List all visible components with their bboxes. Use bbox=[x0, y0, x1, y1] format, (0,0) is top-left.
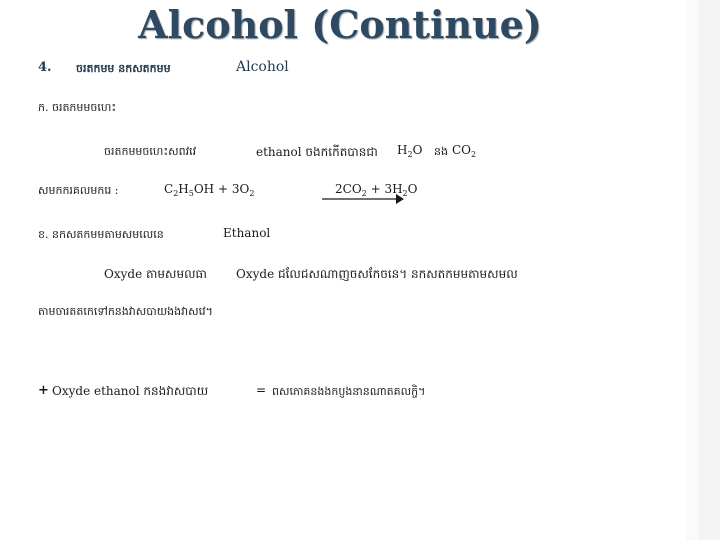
bullet-marker: + bbox=[38, 383, 49, 398]
products bbox=[335, 182, 417, 198]
slide-title: Alcohol (Continue) bbox=[138, 2, 542, 47]
bullet-text: Oxyde ethanol កនងវាសបាយ bbox=[52, 384, 209, 398]
water-o: O bbox=[412, 143, 423, 157]
heading-khmer: ចរតកមម នកសតកមម bbox=[76, 62, 171, 75]
reactants bbox=[164, 182, 254, 198]
product-co: 2CO bbox=[335, 182, 362, 196]
oxyde-line-left: Oxyde តាមសមលធា bbox=[104, 267, 207, 281]
heading-term: Alcohol bbox=[236, 59, 289, 75]
bullet-equals: = bbox=[256, 383, 267, 397]
product-plus-h: + 3H bbox=[370, 182, 403, 196]
reactant-h: H bbox=[178, 182, 189, 196]
oxyde-line-right: Oxyde ជលែជសណាញចសកែចនេ។ នកសតកមមតាមសមល bbox=[236, 267, 518, 281]
co2-co: CO bbox=[452, 143, 472, 157]
reactant-h-sub: 5 bbox=[188, 189, 194, 198]
section-b-label: ខ. នកសតកមមតាមសមលេនេ bbox=[38, 228, 164, 241]
combustion-khmer-text: ចរតកមមចហេះសពវវេ bbox=[104, 145, 197, 158]
oxyde-line-continued: តាមចារតតកេទៅកនងវាសបាយងងវាសវេ។ bbox=[38, 305, 213, 318]
equation-label: សមកករគលមករេ : bbox=[38, 184, 119, 197]
reactant-c: C bbox=[164, 182, 174, 196]
co2-subscript: 2 bbox=[471, 150, 477, 159]
water-h: H bbox=[397, 143, 408, 157]
bullet-result: ពសភោគនងងកប្ញងនានណាតគលក្ចិ។ bbox=[272, 385, 426, 398]
heading-number: 4. bbox=[38, 60, 52, 75]
section-a-label: ក. ចរតកមមចហេះ bbox=[38, 101, 117, 114]
product-o: O bbox=[407, 182, 418, 196]
right-edge-strip bbox=[698, 0, 720, 540]
product-co-sub: 2 bbox=[361, 189, 367, 198]
combustion-ethanol-text: ethanol ចងកកើតបានជា bbox=[256, 145, 378, 159]
reactant-c-sub: 2 bbox=[173, 189, 179, 198]
water-subscript: 2 bbox=[407, 150, 413, 159]
reactant-oh-plus: OH + 3O bbox=[193, 182, 250, 196]
reactant-o-sub: 2 bbox=[249, 189, 255, 198]
and-word: នង bbox=[434, 145, 448, 158]
section-b-ethanol: Ethanol bbox=[223, 226, 271, 240]
product-h-sub: 2 bbox=[402, 189, 408, 198]
co2-formula bbox=[452, 143, 476, 159]
water-formula bbox=[397, 143, 422, 159]
right-edge-strip-light bbox=[686, 0, 698, 540]
